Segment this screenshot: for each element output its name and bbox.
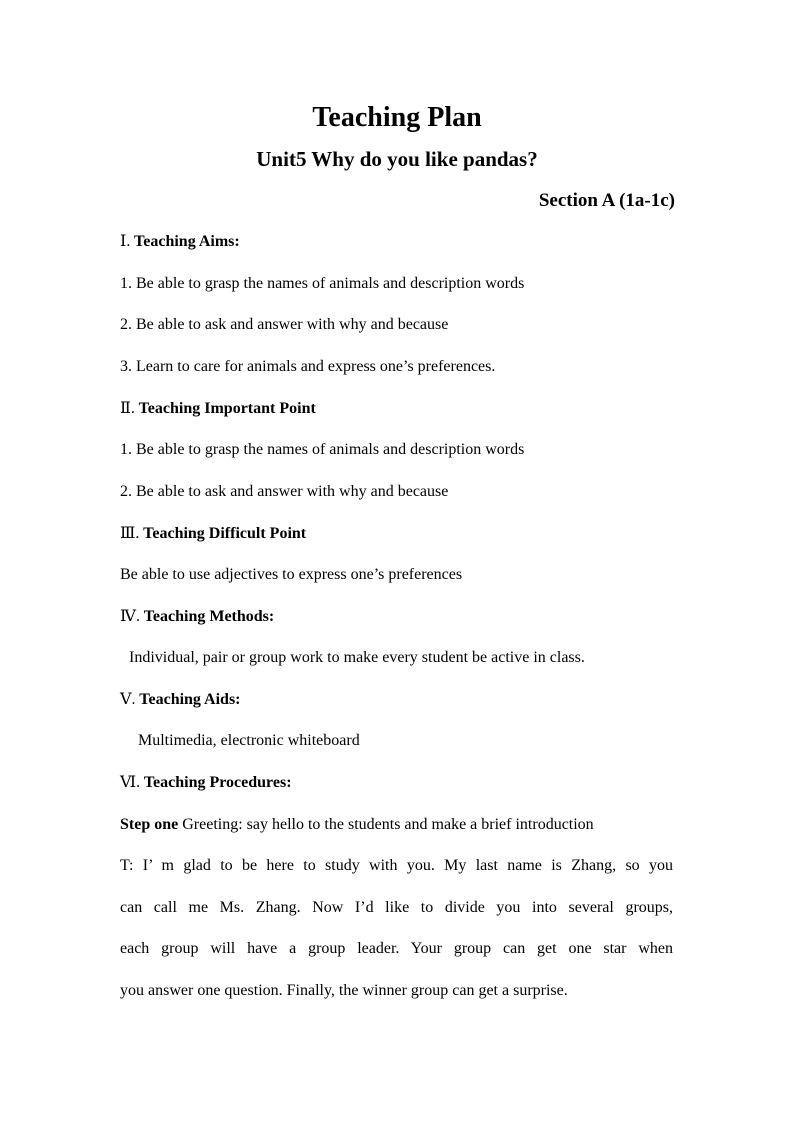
heading-teaching-aims [120,231,240,253]
aims-item: 3. Learn to care for animals and express one’s preferences. [120,358,496,375]
section-label: Section A (1a-1c) [538,190,675,211]
important-item: 2. Be able to ask and answer with why and because [120,483,449,500]
heading-text: Teaching Aims: [134,233,240,250]
heading-text: Teaching Procedures: [143,774,292,791]
heading-teaching-methods [120,606,274,628]
procedure-paragraph-line: T: I’ m glad to be here to study with you. My last name is Zhang, so you [120,857,673,874]
heading-text: Teaching Methods: [143,608,275,625]
heading-teaching-procedures [120,772,292,794]
roman-numeral: Ⅵ. [120,774,141,791]
heading-text: Teaching Important Point [138,400,316,417]
roman-numeral: Ⅱ. [120,400,135,417]
methods-text: Individual, pair or group work to make every student be active in class. [129,649,585,666]
heading-important-point [120,398,316,420]
aids-text: Multimedia, electronic whiteboard [138,732,360,749]
unit-title: Unit5 Why do you like pandas? [256,147,538,171]
roman-numeral: Ⅳ. [120,608,140,625]
heading-text: Teaching Aids: [139,691,241,708]
roman-numeral: Ⅴ. [120,691,136,708]
procedure-paragraph-line: can call me Ms. Zhang. Now I’d like to divide you into several groups, [120,899,673,916]
roman-numeral: Ⅰ. [120,233,131,250]
aims-item: 1. Be able to grasp the names of animals and description words [120,275,525,292]
heading-text: Teaching Difficult Point [143,525,307,542]
step-label: Step one [120,816,179,833]
difficult-text: Be able to use adjectives to express one’s preferences [120,566,463,583]
roman-numeral: Ⅲ. [120,525,140,542]
heading-difficult-point [120,523,306,545]
aims-item: 2. Be able to ask and answer with why and because [120,316,449,333]
step-one-line [120,814,594,836]
step-text: Greeting: say hello to the students and make a brief introduction [178,816,594,833]
procedure-paragraph-line: you answer one question. Finally, the winner group can get a surprise. [120,982,568,999]
heading-teaching-aids [120,689,241,711]
procedure-paragraph-line: each group will have a group leader. Your group can get one star when [120,940,673,957]
document-title: Teaching Plan [312,102,482,133]
important-item: 1. Be able to grasp the names of animals and description words [120,441,525,458]
